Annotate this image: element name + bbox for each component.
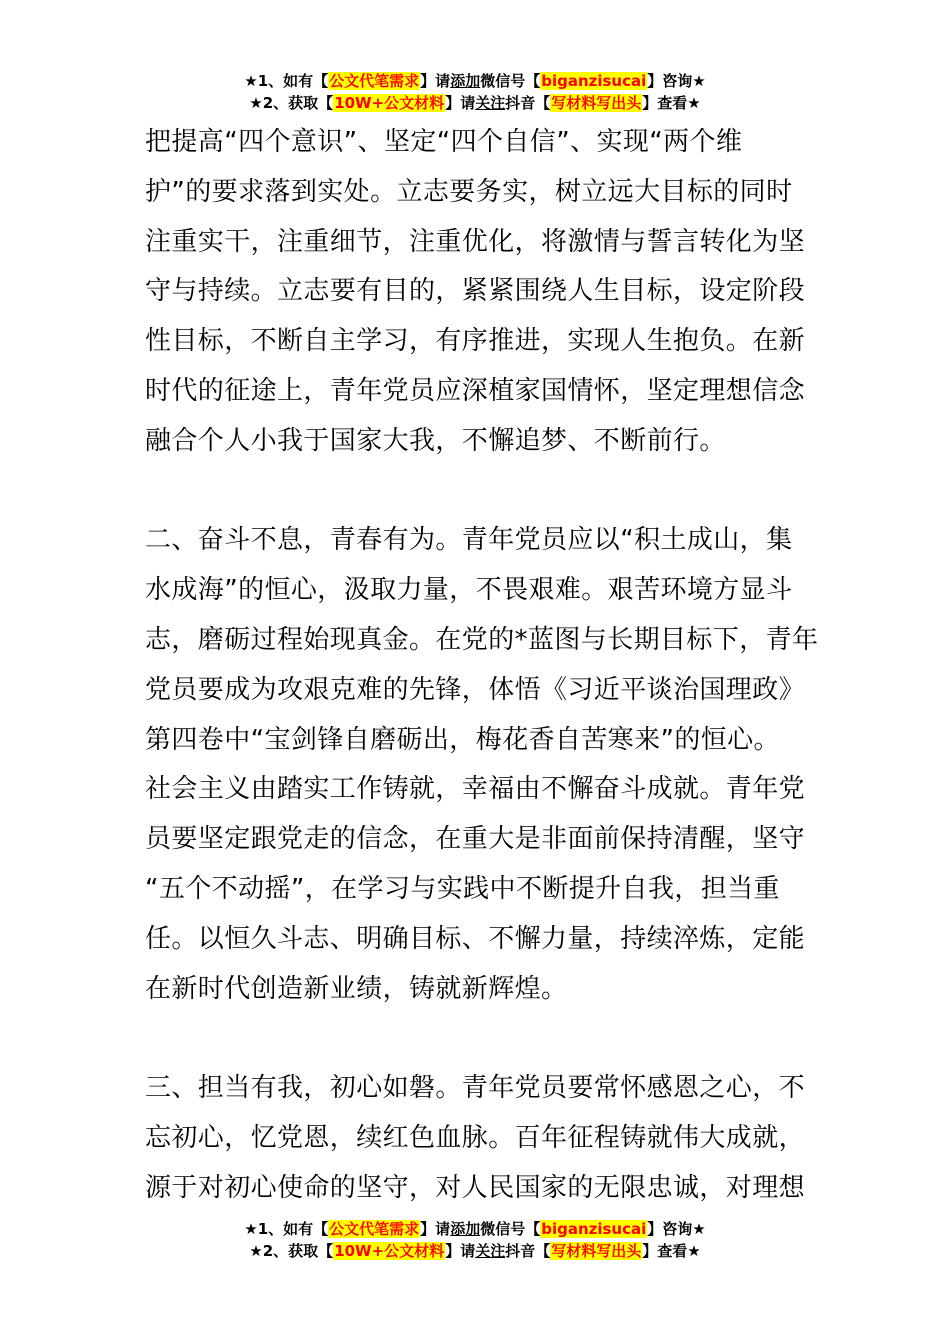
text-line: 注重实干，注重细节，注重优化，将激情与誓言转化为坚	[145, 226, 806, 257]
banner-highlight: 写材料写出头	[551, 1242, 642, 1260]
text-line: 二、奋斗不息，青春有为。青年党员应以“积土成山，集	[145, 525, 793, 556]
banner-highlight: 10W+公文材料	[334, 94, 445, 112]
text-line: 任。以恒久斗志、明确目标、不懈力量，持续淬炼，定能	[145, 923, 806, 954]
text-line: 三、担当有我，初心如磐。青年党员要常怀感恩之心，不	[145, 1073, 806, 1104]
text-line: “五个不动摇”，在学习与实践中不断提升自我，担当重	[145, 873, 780, 904]
header-banner	[0, 70, 950, 114]
text-line: 在新时代创造新业绩，铸就新辉煌。	[145, 973, 568, 1004]
document-body	[145, 118, 819, 1214]
text-line: 党员要成为攻艰克难的先锋，体悟《习近平谈治国理政》	[145, 674, 806, 705]
text-line: 第四卷中“宝剑锋自磨砺出，梅花香自苦寒来”的恒心。	[145, 724, 780, 755]
text-line: 时代的征途上，青年党员应深植家国情怀，坚定理想信念	[145, 375, 806, 406]
banner-line-2: ★2、获取【10W+公文材料】请关注抖音【写材料写出头】查看★	[249, 1242, 701, 1260]
text-line: 守与持续。立志要有目的，紧紧围绕人生目标，设定阶段	[145, 276, 806, 307]
banner-highlight: 写材料写出头	[551, 94, 642, 112]
paragraph-3	[145, 1064, 810, 1213]
text-line: 忘初心，忆党恩，续红色血脉。百年征程铸就伟大成就，	[145, 1122, 806, 1153]
banner-highlight: 公文代笔需求	[329, 72, 420, 90]
banner-line-1: ★1、如有【公文代笔需求】请添加微信号【biganzisucai】咨询★	[244, 1220, 706, 1238]
banner-highlight: biganzisucai	[541, 72, 647, 90]
text-line: 融合个人小我于国家大我，不懈追梦、不断前行。	[145, 425, 726, 456]
footer-banner	[0, 1218, 950, 1262]
banner-highlight: biganzisucai	[541, 1220, 647, 1238]
text-line: 水成海”的恒心，汲取力量，不畏艰难。艰苦环境方显斗	[145, 575, 793, 606]
text-line: 志，磨砺过程始现真金。在党的*蓝图与长期目标下，青年	[145, 624, 819, 655]
text-line: 性目标，不断自主学习，有序推进，实现人生抱负。在新	[145, 326, 806, 357]
banner-line-2: ★2、获取【10W+公文材料】请关注抖音【写材料写出头】查看★	[249, 94, 701, 112]
text-line: 把提高“四个意识”、坚定“四个自信”、实现“两个维	[145, 127, 743, 157]
banner-highlight: 10W+公文材料	[334, 1242, 445, 1260]
text-line: 源于对初心使命的坚守，对人民国家的无限忠诚，对理想	[145, 1172, 806, 1203]
paragraph-2	[145, 516, 819, 1014]
text-line: 社会主义由踏实工作铸就，幸福由不懈奋斗成就。青年党	[145, 774, 806, 805]
banner-highlight: 公文代笔需求	[329, 1220, 420, 1238]
text-line: 员要坚定跟党走的信念，在重大是非面前保持清醒，坚守	[145, 824, 806, 855]
text-line: 护”的要求落到实处。立志要务实，树立远大目标的同时	[145, 176, 793, 207]
paragraph-1	[145, 118, 810, 467]
banner-line-1: ★1、如有【公文代笔需求】请添加微信号【biganzisucai】咨询★	[244, 72, 706, 90]
